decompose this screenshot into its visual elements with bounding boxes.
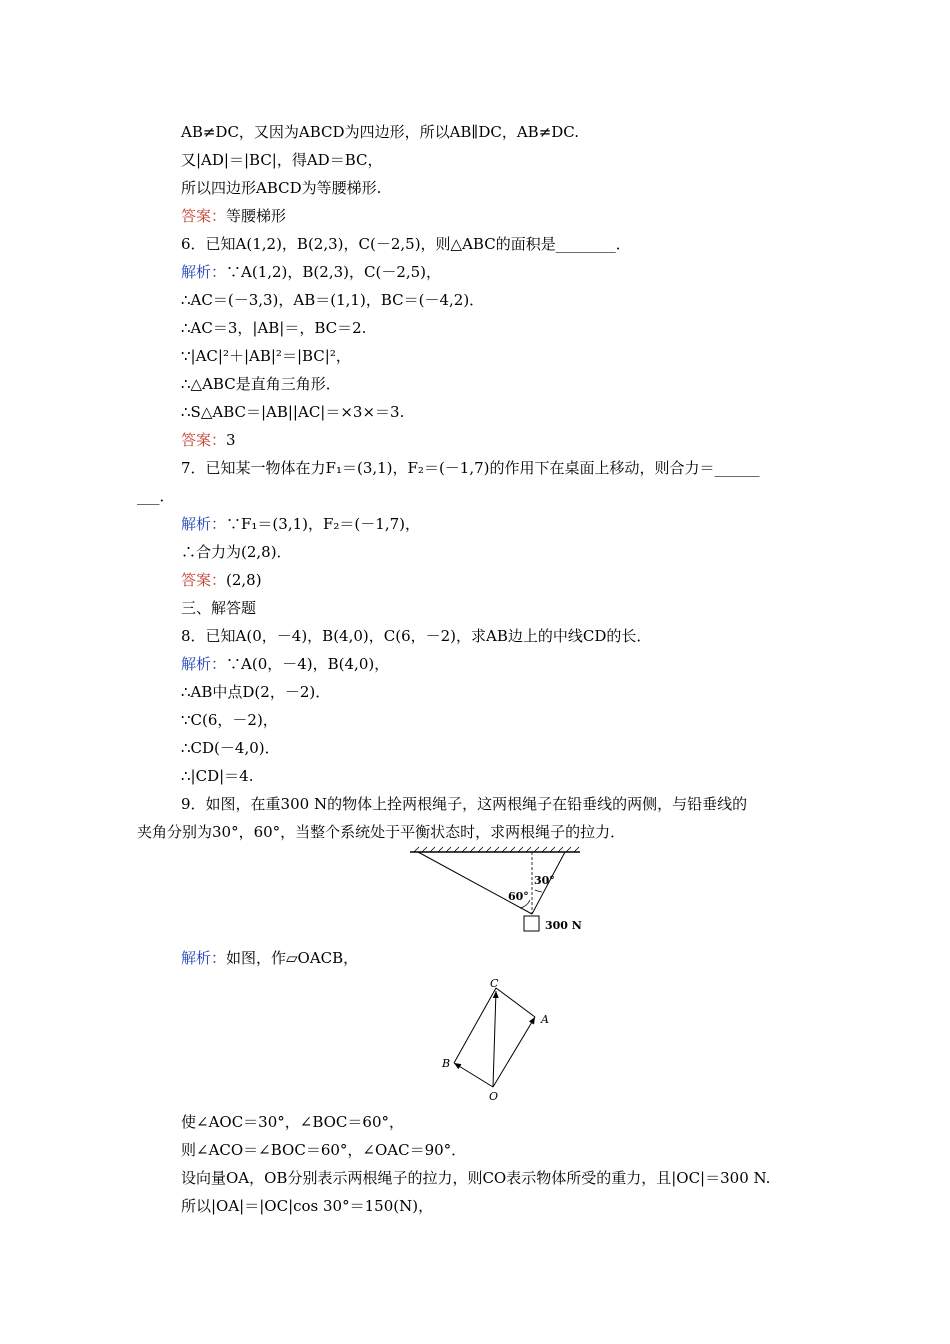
text-line: 则∠ACO＝∠BOC＝60°，∠OAC＝90°． xyxy=(181,1141,467,1159)
parallelogram-figure xyxy=(430,975,560,1105)
angle-right-label: 30° xyxy=(534,874,555,887)
text-line: ___． xyxy=(137,487,175,505)
solution-line: 解析：∵A(1,2)，B(2,3)，C(－2,5)， xyxy=(181,263,442,281)
text-line: ∴|CD|＝4. xyxy=(181,767,254,785)
solution-line: 解析：如图，作▱OACB， xyxy=(181,949,359,967)
section-heading: 三、解答题 xyxy=(181,599,257,617)
question-6: 6．已知A(1,2)，B(2,3)，C(－2,5)，则△ABC的面积是________． xyxy=(181,235,631,253)
point-a-label: A xyxy=(541,1013,549,1026)
text-line: 使∠AOC＝30°，∠BOC＝60°， xyxy=(181,1113,404,1131)
answer-label: 答案： xyxy=(181,207,227,225)
text-line: ∴AB中点D(2，－2)． xyxy=(181,683,331,701)
text-line: 夹角分别为30°，60°，当整个系统处于平衡状态时，求两根绳子的拉力． xyxy=(137,823,626,841)
solution-line: 解析：∵F₁＝(3,1)，F₂＝(－1,7)， xyxy=(181,515,420,533)
text-line: ∵|AC|²＋|AB|²＝|BC|²， xyxy=(181,347,351,365)
text-line: ∴AC＝3，|AB|＝，BC＝2. xyxy=(181,319,367,337)
question-7: 7．已知某一物体在力F₁＝(3,1)，F₂＝(－1,7)的作用下在桌面上移动，则合力＝______ xyxy=(181,459,760,477)
text-line: ∴CD(－4,0)． xyxy=(181,739,280,757)
angle-left-label: 60° xyxy=(508,890,529,903)
text-line: ∴△ABC是直角三角形． xyxy=(181,375,341,393)
point-c-label: C xyxy=(490,977,499,990)
answer-label: 答案： xyxy=(181,571,227,589)
solution-label: 解析： xyxy=(181,655,227,673)
rope-weight-figure xyxy=(400,842,590,937)
solution-line: 解析：∵A(0，－4)，B(4,0)， xyxy=(181,655,390,673)
text-line: ∴合力为(2,8)． xyxy=(181,543,292,561)
solution-label: 解析： xyxy=(181,515,227,533)
solution-label: 解析： xyxy=(181,949,227,967)
text-line: ∴AC＝(－3,3)，AB＝(1,1)，BC＝(－4,2)． xyxy=(181,291,485,309)
question-9: 9．如图，在重300 N的物体上拴两根绳子，这两根绳子在铅垂线的两侧，与铅垂线的 xyxy=(181,795,748,813)
text-line: 所以|OA|＝|OC|cos 30°＝150(N)， xyxy=(181,1197,434,1215)
weight-label: 300 N xyxy=(545,919,582,932)
text-line: 又|AD|＝|BC|，得AD＝BC， xyxy=(181,151,383,169)
text-line: ∴S△ABC＝|AB||AC|＝×3×＝3. xyxy=(181,403,405,421)
question-8: 8．已知A(0，－4)，B(4,0)，C(6，－2)，求AB边上的中线CD的长． xyxy=(181,627,652,645)
text-line: AB≠DC，又因为ABCD为四边形，所以AB∥DC，AB≠DC. xyxy=(181,123,580,141)
text-line: 所以四边形ABCD为等腰梯形. xyxy=(181,179,382,197)
answer-line: 答案：(2,8) xyxy=(181,571,262,589)
point-o-label: O xyxy=(489,1090,499,1103)
answer-line: 答案：等腰梯形 xyxy=(181,207,287,225)
solution-label: 解析： xyxy=(181,263,227,281)
answer-label: 答案： xyxy=(181,431,227,449)
point-b-label: B xyxy=(442,1057,451,1070)
answer-line: 答案：3 xyxy=(181,431,236,449)
text-line: 设向量OA，OB分别表示两根绳子的拉力，则CO表示物体所受的重力，且|OC|＝300 N. xyxy=(181,1169,771,1187)
text-line: ∵C(6，－2)， xyxy=(181,711,278,729)
